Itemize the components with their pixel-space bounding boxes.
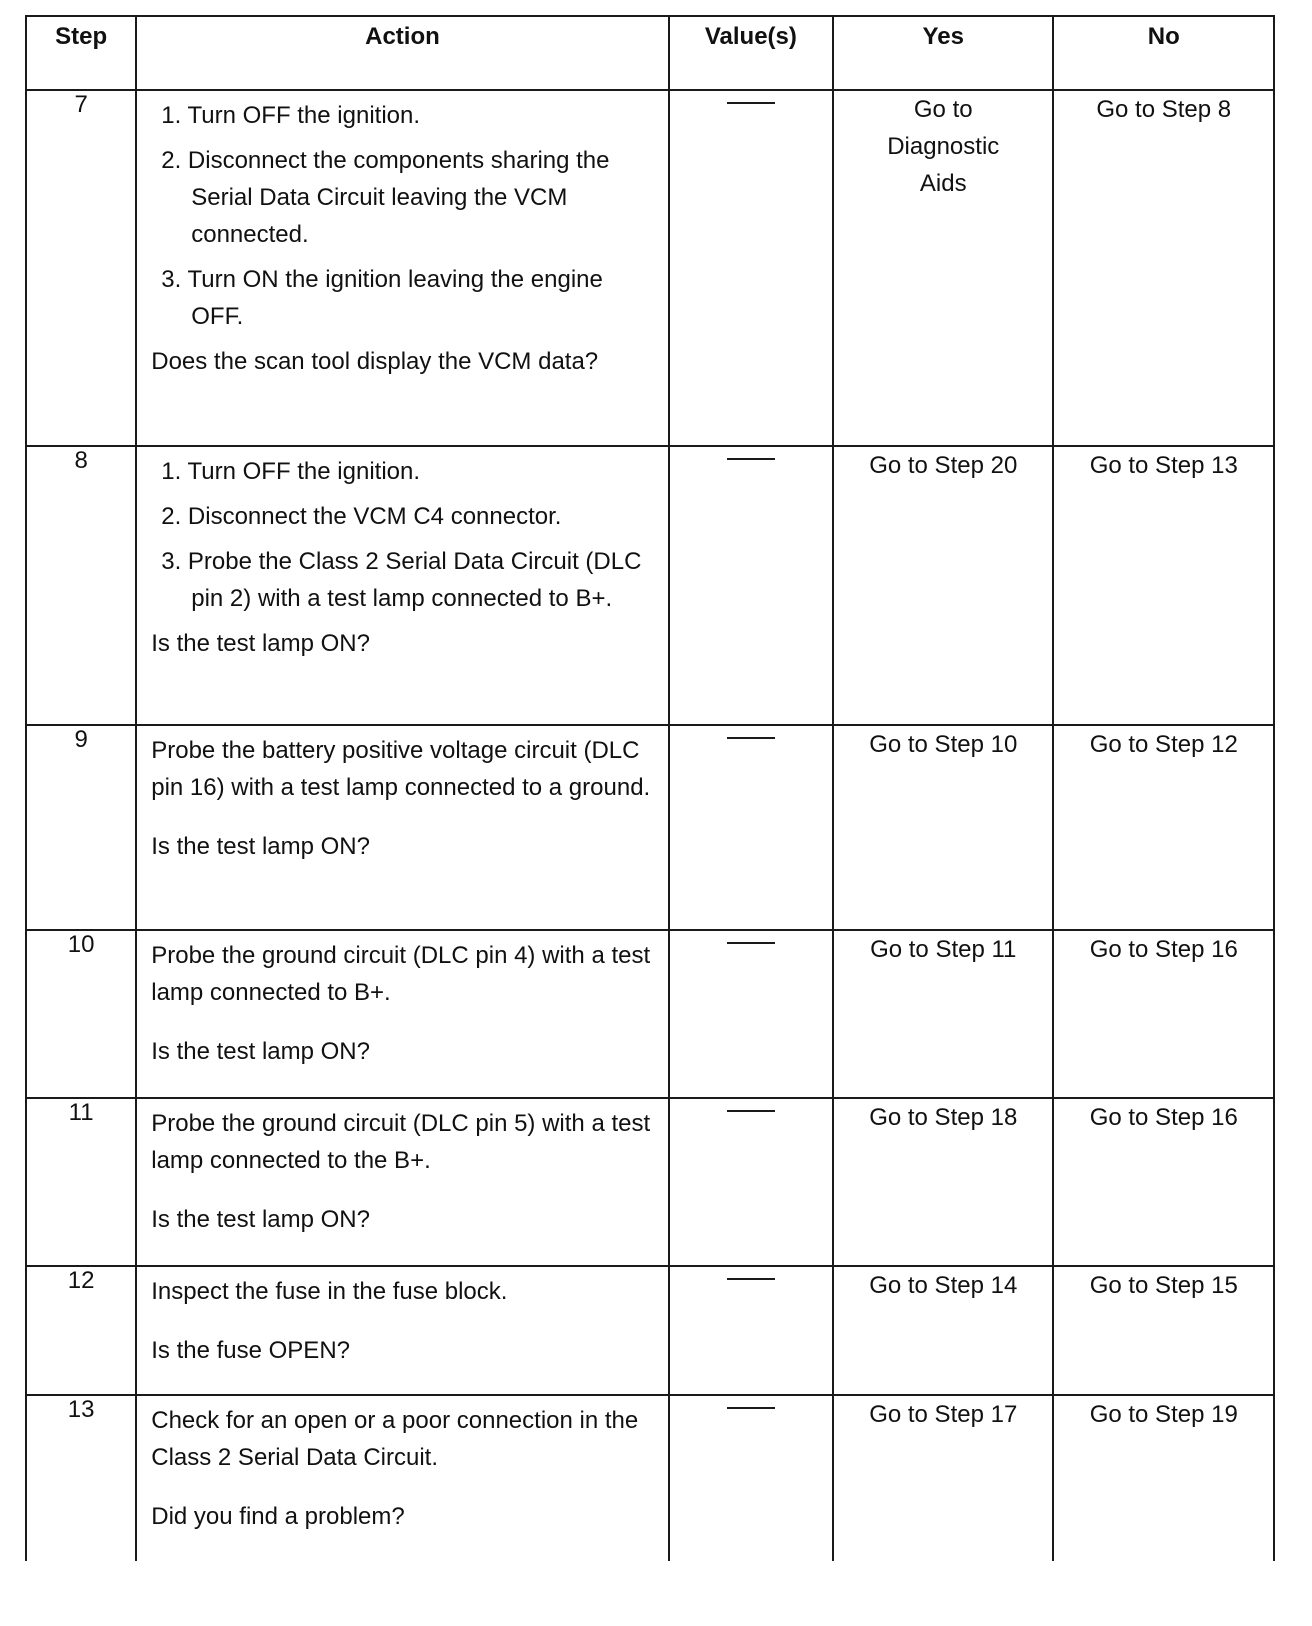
step-number: 9 (26, 725, 136, 930)
no-cell: Go to Step 19 (1053, 1395, 1274, 1561)
action-item: 2. Disconnect the VCM C4 connector. (161, 503, 562, 530)
action-cell (136, 1266, 668, 1395)
action-question: Did you find a problem? (151, 1503, 405, 1530)
header-row (26, 16, 1274, 90)
yes-cell: Go to Step 11 (833, 930, 1053, 1098)
dash-mark (727, 737, 775, 739)
action-item: 1. Turn OFF the ignition. (161, 458, 421, 485)
action-text: Check for an open or a poor connection in the Class 2 Serial Data Circuit. (151, 1407, 639, 1471)
yes-cell: Go to Step 14 (833, 1266, 1053, 1395)
dash-mark (727, 1407, 775, 1409)
yes-cell: Go to Step 17 (833, 1395, 1053, 1561)
action-cell (136, 930, 668, 1098)
yes-cell: Go to Diagnostic Aids (833, 90, 1053, 446)
value-cell (669, 725, 833, 930)
action-cell (136, 725, 668, 930)
header-action: Action (136, 16, 668, 90)
action-item: 1. Turn OFF the ignition. (161, 102, 421, 129)
action-question: Is the test lamp ON? (151, 833, 370, 860)
value-cell (669, 1395, 833, 1561)
table-row (26, 1098, 1274, 1266)
step-number: 11 (26, 1098, 136, 1266)
table-row (26, 1266, 1274, 1395)
value-cell (669, 446, 833, 725)
step-number: 13 (26, 1395, 136, 1561)
action-text: Inspect the fuse in the fuse block. (151, 1278, 508, 1305)
no-cell: Go to Step 16 (1053, 1098, 1274, 1266)
action-text: Probe the ground circuit (DLC pin 4) with a test lamp connected to B+. (151, 942, 651, 1006)
no-cell: Go to Step 8 (1053, 90, 1274, 446)
table-row (26, 446, 1274, 725)
header-yes: Yes (833, 16, 1053, 90)
action-cell (136, 446, 668, 725)
dash-mark (727, 1110, 775, 1112)
action-cell (136, 90, 668, 446)
action-item: 3. Probe the Class 2 Serial Data Circuit (DLC pin 2) with a test lamp connected to B+. (161, 548, 642, 612)
step-number: 10 (26, 930, 136, 1098)
action-item: 2. Disconnect the components sharing the Serial Data Circuit leaving the VCM connected. (161, 147, 610, 248)
dash-mark (727, 1278, 775, 1280)
action-question: Is the test lamp ON? (151, 630, 370, 657)
action-cell (136, 1098, 668, 1266)
action-text: Probe the battery positive voltage circuit (DLC pin 16) with a test lamp connected to a ground. (151, 737, 651, 801)
yes-cell: Go to Step 10 (833, 725, 1053, 930)
header-values: Value(s) (669, 16, 833, 90)
action-question: Is the fuse OPEN? (151, 1337, 350, 1364)
table-row (26, 1395, 1274, 1561)
dash-mark (727, 458, 775, 460)
yes-cell: Go to Step 20 (833, 446, 1053, 725)
value-cell (669, 1098, 833, 1266)
step-number: 7 (26, 90, 136, 446)
no-cell: Go to Step 12 (1053, 725, 1274, 930)
no-cell: Go to Step 16 (1053, 930, 1274, 1098)
action-item: 3. Turn ON the ignition leaving the engine OFF. (161, 266, 603, 330)
step-number: 8 (26, 446, 136, 725)
table-row (26, 725, 1274, 930)
value-cell (669, 90, 833, 446)
action-question: Is the test lamp ON? (151, 1038, 370, 1065)
no-cell: Go to Step 15 (1053, 1266, 1274, 1395)
header-no: No (1053, 16, 1274, 90)
action-text: Probe the ground circuit (DLC pin 5) with a test lamp connected to the B+. (151, 1110, 651, 1174)
yes-cell: Go to Step 18 (833, 1098, 1053, 1266)
table-row (26, 930, 1274, 1098)
step-number: 12 (26, 1266, 136, 1395)
dash-mark (727, 102, 775, 104)
action-question: Does the scan tool display the VCM data? (151, 348, 599, 375)
action-cell (136, 1395, 668, 1561)
value-cell (669, 930, 833, 1098)
dash-mark (727, 942, 775, 944)
table-row (26, 90, 1274, 446)
diagnostic-table (25, 15, 1275, 1561)
no-cell: Go to Step 13 (1053, 446, 1274, 725)
value-cell (669, 1266, 833, 1395)
header-step: Step (26, 16, 136, 90)
action-question: Is the test lamp ON? (151, 1206, 370, 1233)
